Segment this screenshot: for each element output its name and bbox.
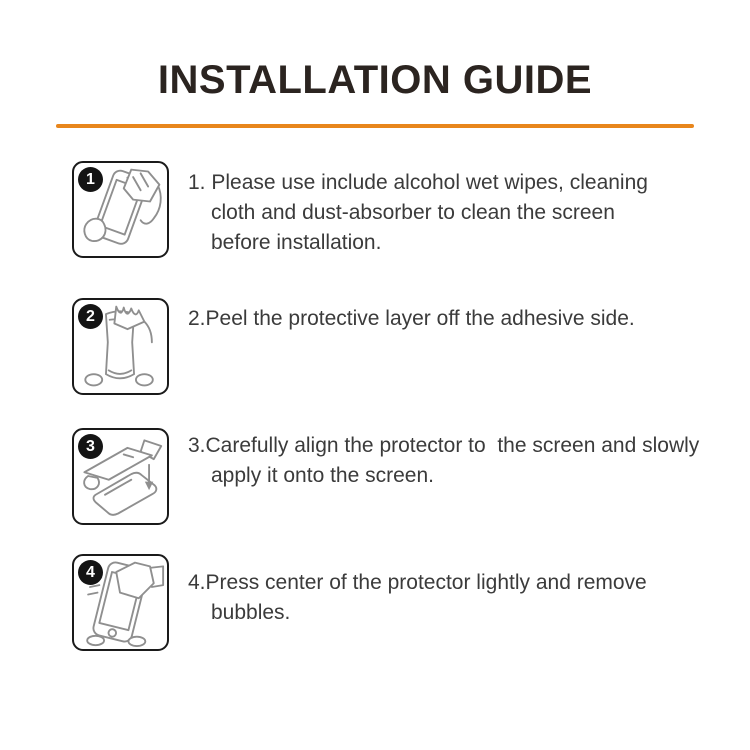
step-text-line: before installation.	[211, 231, 382, 254]
step-text-line: 3.Carefully align the protector to the screen and slowly	[188, 434, 700, 457]
step-text-line: 2.Peel the protective layer off the adhesive side.	[188, 307, 635, 330]
step-3-number-badge: 3	[78, 434, 103, 459]
step-3-illustration-box	[72, 428, 169, 525]
step-text-line: bubbles.	[211, 601, 291, 624]
step-1-illustration-box	[72, 161, 169, 258]
step-2-number-badge: 2	[78, 304, 103, 329]
title-divider	[56, 124, 694, 128]
step-4-number-badge: 4	[78, 560, 103, 585]
step-4-text	[188, 568, 693, 628]
page-title: INSTALLATION GUIDE	[157, 58, 593, 102]
step-2-illustration-box	[72, 298, 169, 395]
step-1-number-badge: 1	[78, 167, 103, 192]
step-3-text	[188, 431, 700, 491]
step-text-line: cloth and dust-absorber to clean the screen	[211, 201, 615, 224]
step-4-illustration-box	[72, 554, 169, 651]
step-text-line: 1. Please use include alcohol wet wipes, cleaning	[188, 171, 648, 194]
step-2-text	[188, 304, 693, 334]
step-text-line: apply it onto the screen.	[211, 464, 434, 487]
step-1-text	[188, 168, 693, 258]
step-text-line: 4.Press center of the protector lightly and remove	[188, 571, 647, 594]
